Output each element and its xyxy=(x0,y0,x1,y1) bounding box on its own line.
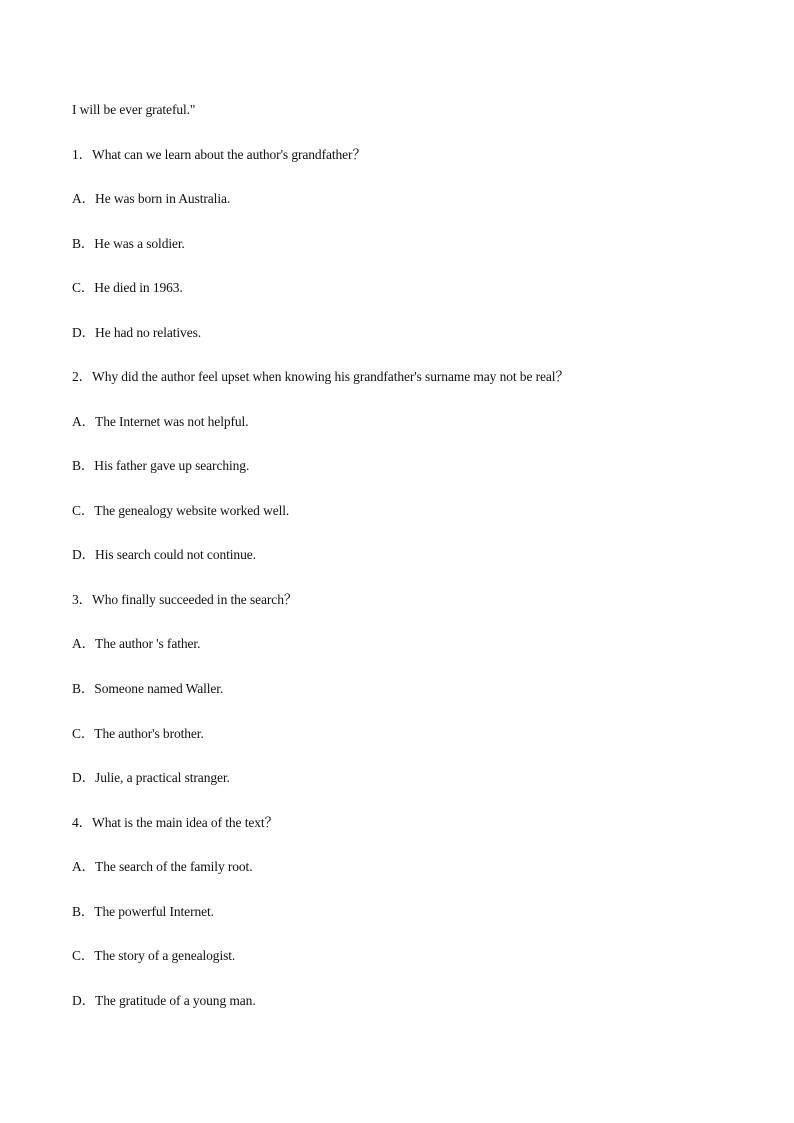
question-4-option-a: A．The search of the family root. xyxy=(72,859,253,874)
question-1-option-b: B．He was a soldier. xyxy=(72,236,185,251)
question-3-option-d: D．Julie, a practical stranger. xyxy=(72,770,230,785)
question-4-option-c: C．The story of a genealogist. xyxy=(72,948,236,963)
intro-text: I will be ever grateful." xyxy=(72,102,196,117)
question-1-option-a: A．He was born in Australia. xyxy=(72,191,231,206)
question-3-option-b: B．Someone named Waller. xyxy=(72,681,224,696)
question-4-stem: 4．What is the main idea of the text？ xyxy=(72,815,278,830)
question-1-option-c: C．He died in 1963. xyxy=(72,280,183,295)
question-2-stem: 2．Why did the author feel upset when knowing his grandfather's surname may not be real？ xyxy=(72,369,569,384)
question-3-option-c: C．The author's brother. xyxy=(72,726,204,741)
question-4-option-b: B．The powerful Internet. xyxy=(72,904,214,919)
question-4-option-d: D．The gratitude of a young man. xyxy=(72,993,256,1008)
question-1-stem: 1．What can we learn about the author's grandfather？ xyxy=(72,147,366,162)
question-1-option-d: D．He had no relatives. xyxy=(72,325,202,340)
question-2-option-b: B．His father gave up searching. xyxy=(72,458,250,473)
question-2-option-a: A．The Internet was not helpful. xyxy=(72,414,249,429)
question-2-option-d: D．His search could not continue. xyxy=(72,547,256,562)
question-3-stem: 3．Who finally succeeded in the search？ xyxy=(72,592,298,607)
question-3-option-a: A．The author 's father. xyxy=(72,636,201,651)
question-2-option-c: C．The genealogy website worked well. xyxy=(72,503,290,518)
